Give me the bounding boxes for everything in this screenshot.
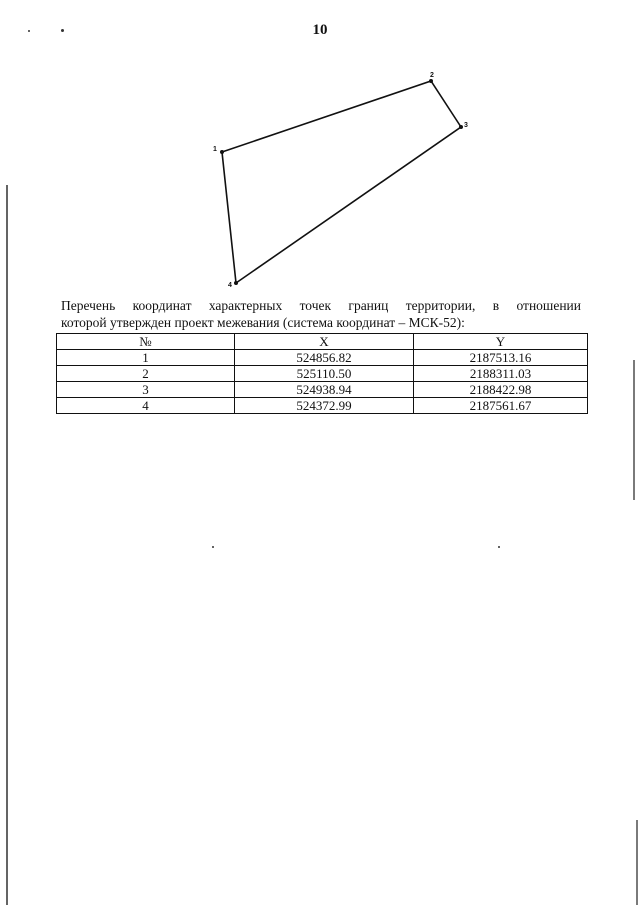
caption-line-2: которой утвержден проект межевания (система координат – МСК-52): bbox=[61, 315, 465, 330]
cell-number: 3 bbox=[57, 382, 235, 398]
scan-speck bbox=[28, 30, 30, 32]
cell-y: 2187561.67 bbox=[414, 398, 588, 414]
coordinates-table bbox=[56, 333, 588, 414]
scan-speck bbox=[61, 29, 64, 32]
header-y: Y bbox=[414, 334, 588, 350]
cell-y: 2188311.03 bbox=[414, 366, 588, 382]
table-row bbox=[57, 398, 588, 414]
cell-y: 2188422.98 bbox=[414, 382, 588, 398]
boundary-vertex-1 bbox=[220, 150, 224, 154]
coordinates-caption bbox=[61, 297, 581, 331]
scan-edge-right-lower bbox=[636, 820, 638, 905]
scan-edge-left bbox=[6, 185, 8, 905]
table-row bbox=[57, 350, 588, 366]
scan-edge-right bbox=[633, 360, 635, 500]
table-row bbox=[57, 366, 588, 382]
table-header-row bbox=[57, 334, 588, 350]
caption-word: Перечень bbox=[61, 298, 116, 313]
caption-word: координат bbox=[132, 298, 192, 313]
vertex-label-2: 2 bbox=[430, 72, 434, 79]
caption-word: в bbox=[492, 298, 500, 313]
header-number: № bbox=[57, 334, 235, 350]
cell-x: 524856.82 bbox=[235, 350, 414, 366]
cell-x: 524372.99 bbox=[235, 398, 414, 414]
cell-y: 2187513.16 bbox=[414, 350, 588, 366]
cell-number: 1 bbox=[57, 350, 235, 366]
vertex-label-3: 3 bbox=[464, 122, 468, 129]
cell-number: 4 bbox=[57, 398, 235, 414]
caption-word: территории, bbox=[405, 298, 476, 313]
boundary-plan bbox=[200, 60, 490, 300]
cell-x: 525110.50 bbox=[235, 366, 414, 382]
cell-x: 524938.94 bbox=[235, 382, 414, 398]
cell-number: 2 bbox=[57, 366, 235, 382]
table-row bbox=[57, 382, 588, 398]
header-x: X bbox=[235, 334, 414, 350]
boundary-vertex-4 bbox=[234, 281, 238, 285]
scan-speck bbox=[212, 546, 214, 548]
boundary-vertex-3 bbox=[459, 125, 463, 129]
caption-word: точек bbox=[299, 298, 332, 313]
vertex-label-1: 1 bbox=[213, 146, 217, 153]
caption-word: границ bbox=[348, 298, 389, 313]
caption-line-1 bbox=[61, 297, 581, 314]
boundary-vertex-2 bbox=[429, 79, 433, 83]
boundary-polygon bbox=[222, 81, 461, 283]
caption-word: характерных bbox=[208, 298, 283, 313]
page-number: 10 bbox=[312, 22, 328, 38]
vertex-label-4: 4 bbox=[228, 282, 232, 289]
scan-speck bbox=[498, 546, 500, 548]
caption-word: отношении bbox=[516, 298, 581, 313]
